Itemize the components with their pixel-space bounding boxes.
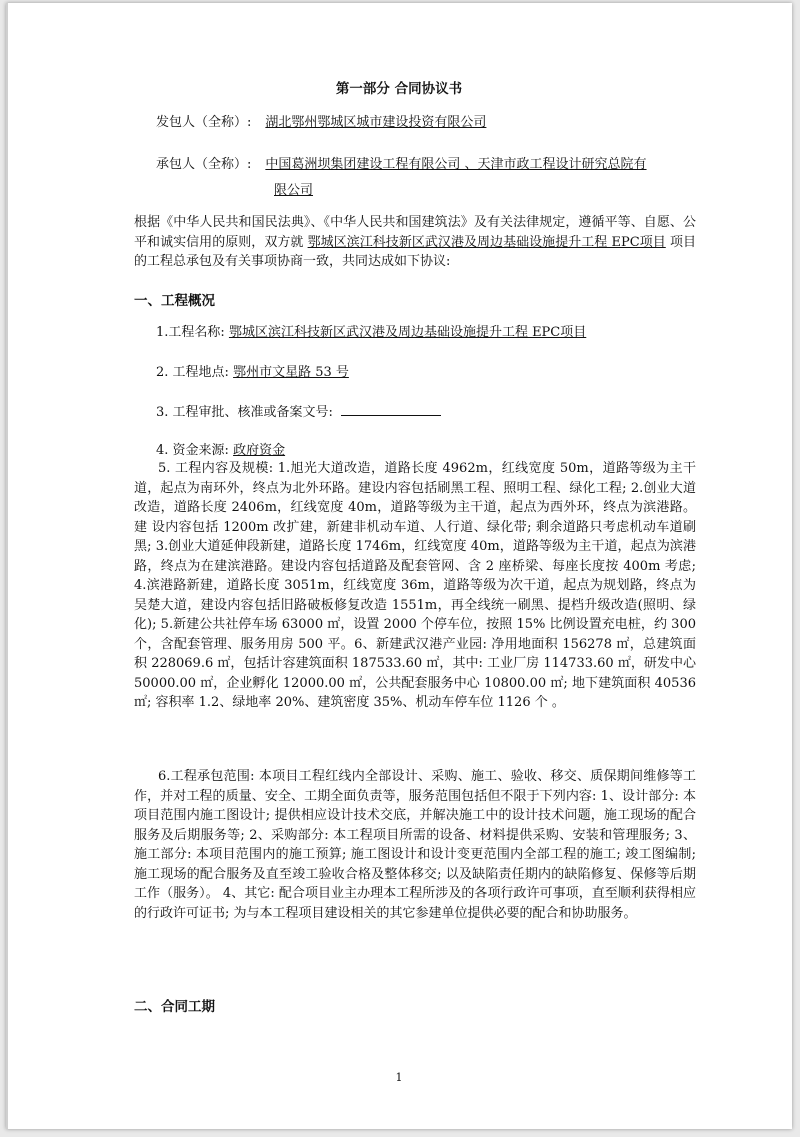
- document-page: [6, 3, 792, 1129]
- item6-paragraph: 6.工程承包范围: 本项目工程红线内全部设计、采购、施工、验收、移交、质保期间维修等工作，并对工程的质量、安全、工期全面负责等，服务范围包括但不限于下列内容: 1、设计部分: 本项目范围内施工图设计; 提供相应设计技术交底，并解决施工中的设计技术问题，施工现场的配合服务及后期服务等; 2、采购部分: 本工程项目所需的设备、材料提供采购、安装和管理服务; 3、施工部分: 本项目范围内的施工预算; 施工图设计和设计变更范围内全部工程的施工; 竣工图编制; 施工现场的配合服务及直至竣工验收合格及整体移交; 以及缺陷责任期内的缺陷修复、保修等后期工作（服务）。 4、其它: 配合项目业主办理本工程所涉及的各项行政许可事项，直至顺利获得相应的行政许可证书; 为与本工程项目建设相关的其它参建单位提供必要的配合和协助服务。: [134, 769, 696, 921]
- item1-value: 鄂城区滨江科技新区武汉港及周边基础设施提升工程 EPC项目: [228, 325, 587, 340]
- intro-text-a: 根据《中华人民共和国民法典》、《中华人民共和国建筑法》及有关法律规定，遵循平等、自愿、公平和诚实信用的原则，双方就: [134, 215, 696, 250]
- item4-label: 4. 资金来源:: [156, 443, 229, 458]
- employer-name: 湖北鄂州鄂城区城市建设投资有限公司: [265, 115, 487, 130]
- contractor-label: 承包人（全称）:: [156, 157, 252, 172]
- page-title: 第一部分 合同协议书: [335, 81, 463, 97]
- item-project-location: [156, 361, 349, 380]
- intro-project-name: 鄂城区滨江科技新区武汉港及周边基础设施提升工程 EPC项目: [307, 234, 666, 250]
- contractor-name-line1: 中国葛洲坝集团建设工程有限公司 、天津市政工程设计研究总院有: [265, 157, 647, 172]
- section-2-heading: 二、合同工期: [134, 999, 215, 1015]
- item3-label: 3. 工程审批、核准或备案文号:: [156, 405, 333, 420]
- item1-label: 1.工程名称:: [156, 325, 225, 340]
- employer-line: [156, 111, 486, 130]
- intro-paragraph: [134, 213, 696, 272]
- item5-paragraph: 5. 工程内容及规模: 1.旭光大道改造，道路长度 4962m，红线宽度 50m，道路等级为主干道，起点为南环外，终点为北外环路。建设内容包括刷黑工程、照明工程、绿化工程; 2.创业大道 改造，道路长度 2406m，红线宽度 40m，道路等级为主干道，起点为西外环，终点为滨港路。建 设内容包括 1200m 改扩建，新建非机动车道、人行道、绿化带; 剩余道路只考虑机动车道刷黑; 3.创业大道延伸段新建，道路长度 1746m，红线宽度 40m，道路等级为主干道，起点为滨港路，终点为在建滨港路。建设内容包括道路及配套管网、含 2 座桥梁、每座长度按 400m 考虑; 4.滨港路新建，道路长度 3051m，红线宽度 36m，道路等级为次干道，起点为规划路，终点为吴楚大道，建设内容包括旧路破板修复改造 1551m，再全线统一刷黑、提档升级改造(照明、绿化); 5.新建公共社停车场 63000 ㎡，设置 2000 个停车位，按照 15% 比例设置充电桩，约 300 个，含配套管理、服务用房 500 平。6、新建武汉港产业园: 净用地面积 156278 ㎡，总建筑面积 228069.6 ㎡，包括计容建筑面积 187533.60 ㎡，其中: 工业厂房 114733.60 ㎡，研发中心 50000.00 ㎡，企业孵化 12000.00 ㎡，公共配套服务中心 10800.00 ㎡; 地下建筑面积 40536 ㎡; 容积率 1.2、绿地率 20%、建筑密度 35%、机动车停车位 1126 个 。: [134, 461, 696, 710]
- section-1-heading: 一、工程概况: [134, 293, 215, 309]
- employer-label: 发包人（全称）:: [156, 115, 252, 130]
- intro-text-b: 项目的工程总承包及有关事项协商一致，共同达成如下协议:: [134, 234, 696, 269]
- item2-label: 2. 工程地点:: [156, 365, 229, 380]
- item4-value: 政府资金: [233, 443, 286, 458]
- page-number: 1: [395, 1071, 403, 1084]
- item-approval-number: [156, 401, 441, 420]
- item-funding-source: [156, 439, 285, 458]
- item2-value: 鄂州市文星路 53 号: [233, 365, 349, 380]
- page-edge: [6, 3, 8, 1129]
- contractor-name-line2: 限公司: [274, 183, 314, 198]
- contractor-line: [156, 153, 647, 172]
- approval-number-blank: [341, 405, 441, 416]
- item-project-name: [156, 321, 586, 340]
